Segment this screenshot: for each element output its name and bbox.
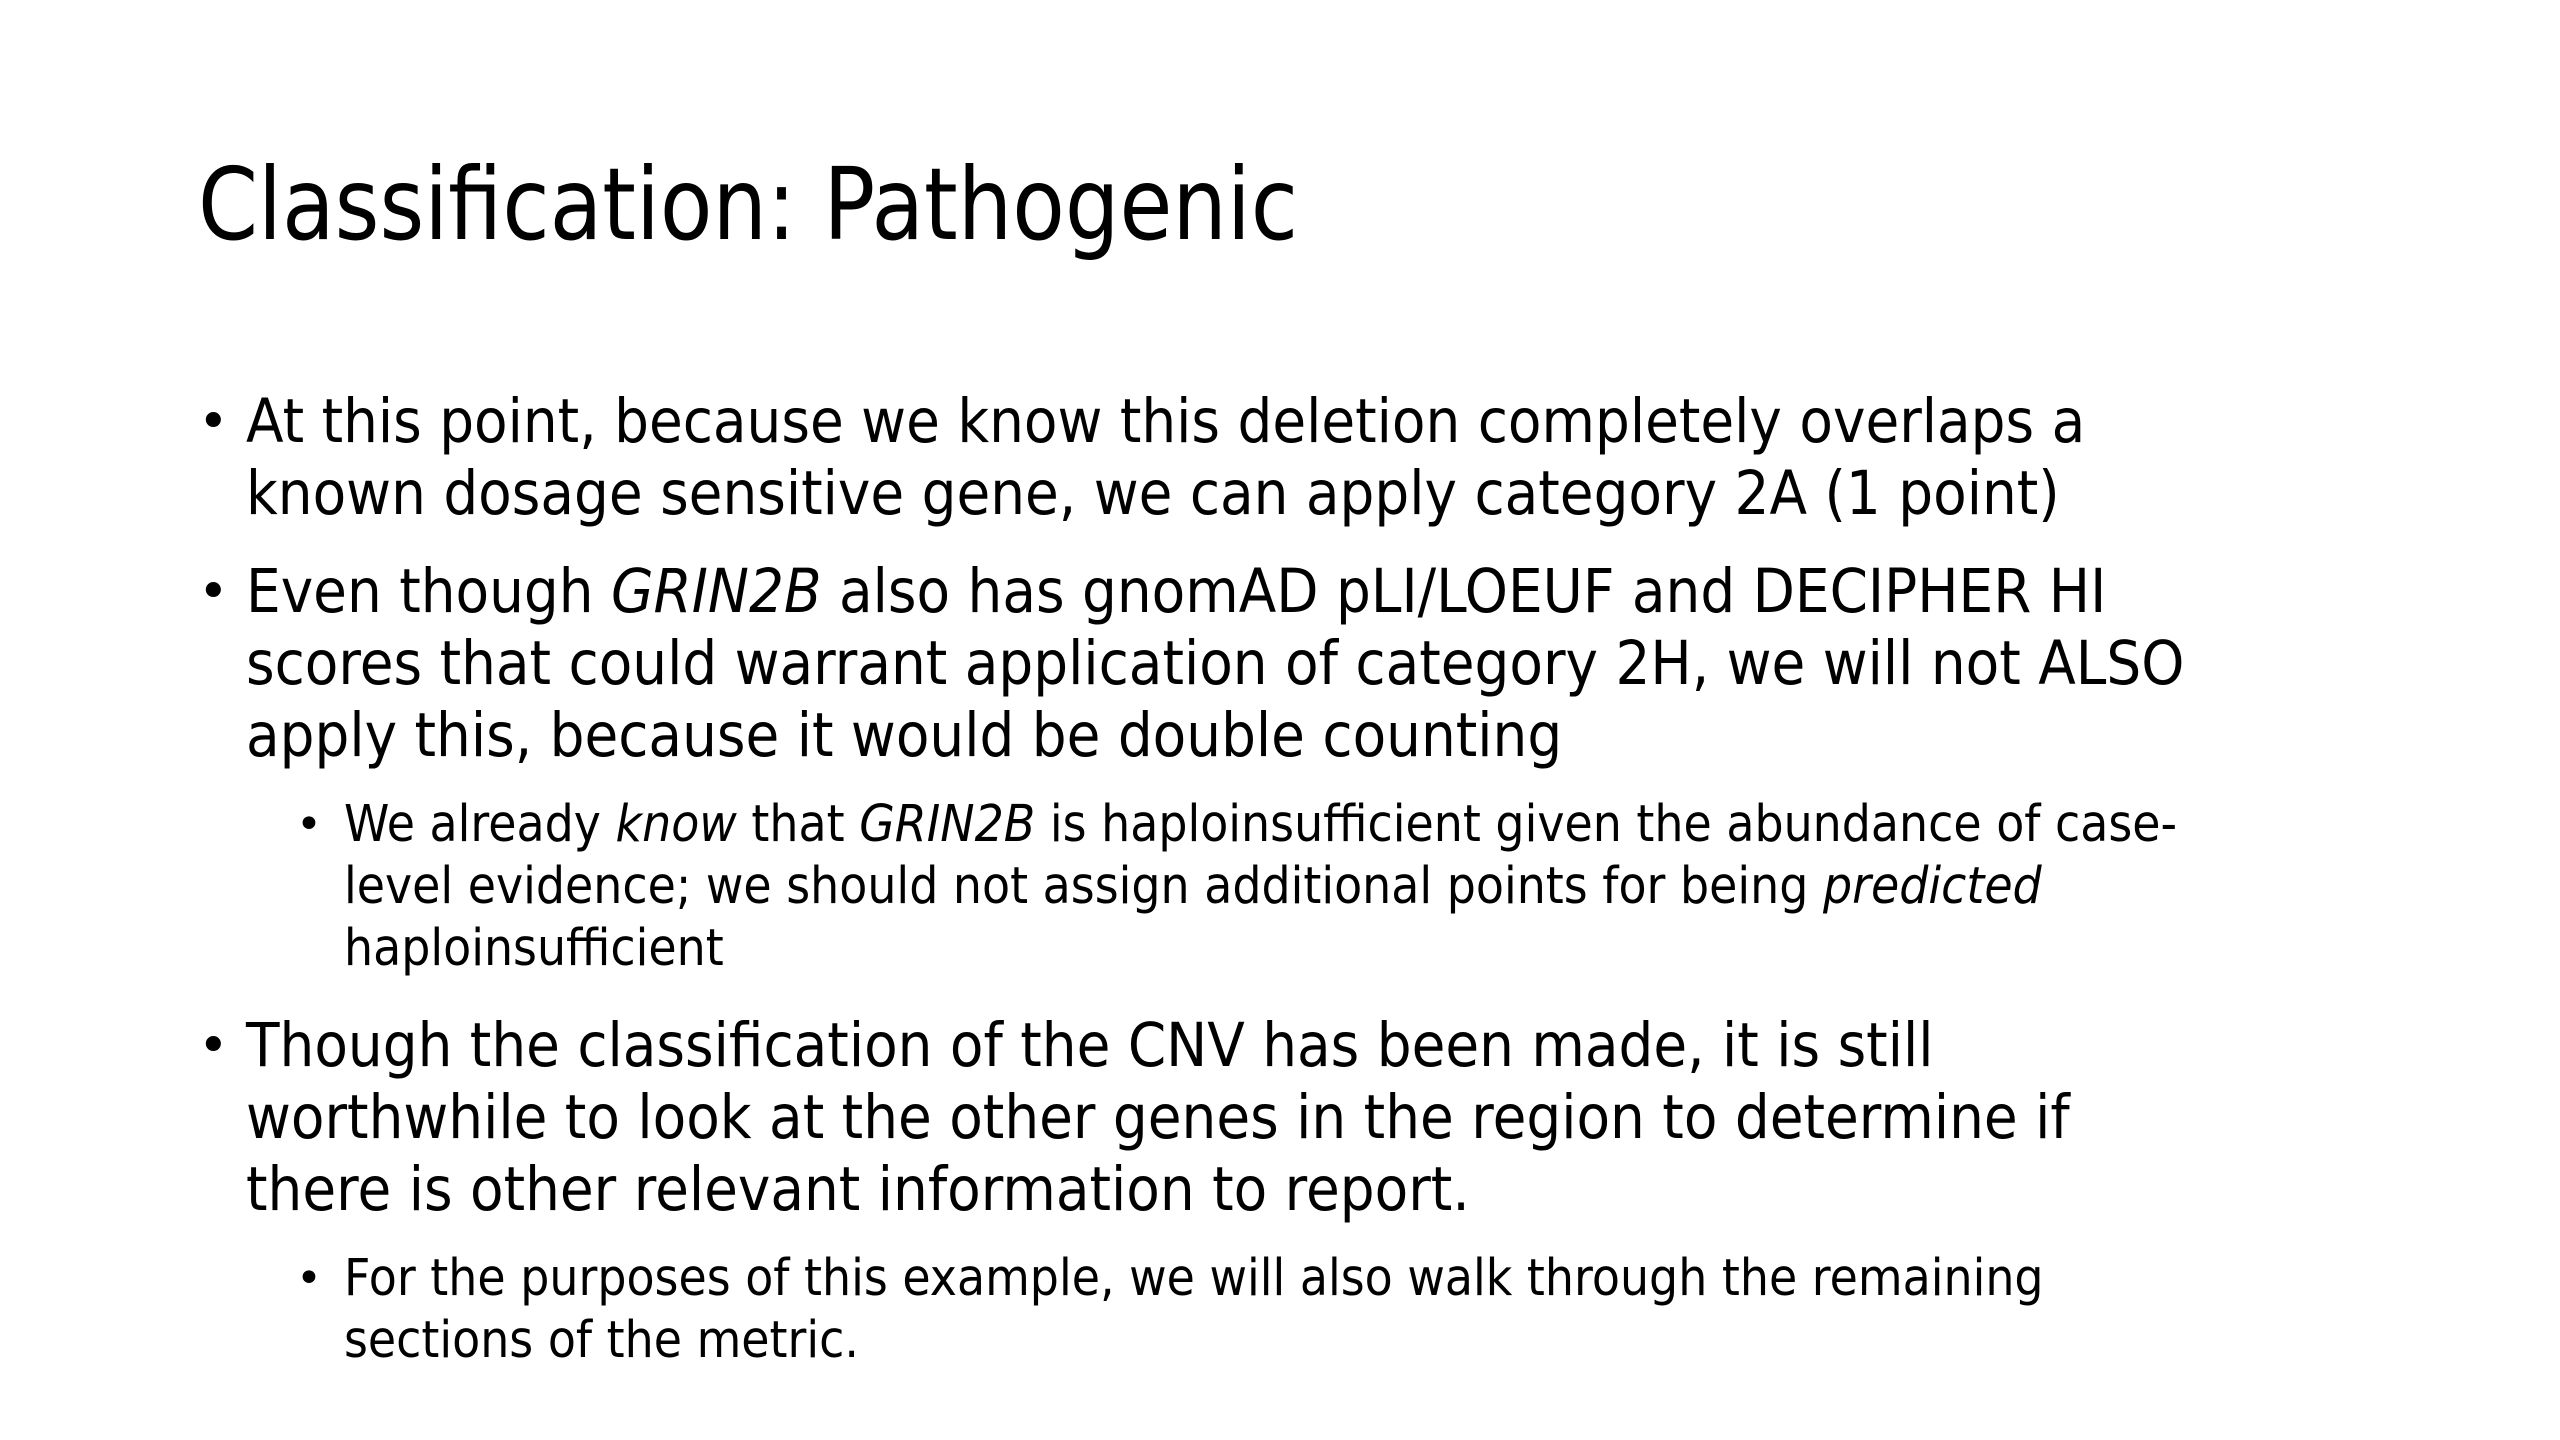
- gene-name: GRIN2B: [611, 556, 822, 627]
- bullet-text-line: [246, 556, 2237, 628]
- emphasis-know: know: [615, 795, 737, 854]
- sub-bullet-text-line: sections of the metric.: [344, 1311, 859, 1370]
- text-run: We already: [344, 795, 616, 854]
- bullet-text-line: apply this, because it would be double counting: [246, 700, 1563, 771]
- bullet-text-line: known dosage sensitive gene, we can apply category 2A (1 point): [246, 458, 2060, 529]
- bullet-item-3: [198, 1010, 2458, 1226]
- text-run: also has gnomAD pLI/LOEUF and DECIPHER HI: [821, 556, 2107, 627]
- bullet-text-line: scores that could warrant application of category 2H, we will not ALSO: [246, 628, 2185, 699]
- text-run: Even though: [246, 556, 612, 627]
- sub-bullet-text-line: [344, 856, 2247, 918]
- bullet-text-line: At this point, because we know this deletion completely overlaps a: [246, 386, 2086, 457]
- sub-bullet-text-line: For the purposes of this example, we will also walk through the remaining: [344, 1249, 2044, 1308]
- sub-bullet-item-1: [296, 794, 2458, 980]
- text-run: is haploinsufficient given the abundance of case-: [1035, 795, 2178, 854]
- bullet-icon: •: [198, 1016, 229, 1076]
- sub-bullet-icon: •: [296, 1253, 322, 1304]
- sub-bullet-text-line: haploinsufficient: [344, 919, 724, 978]
- gene-name: GRIN2B: [859, 795, 1036, 854]
- emphasis-predicted: predicted: [1822, 857, 2042, 916]
- bullet-text-line: there is other relevant information to report.: [246, 1154, 1470, 1225]
- slide-body: [198, 386, 2458, 1372]
- sub-bullet-icon: •: [296, 799, 322, 850]
- text-run: that: [736, 795, 860, 854]
- bullet-text-line: worthwhile to look at the other genes in the region to determine if: [246, 1082, 2070, 1153]
- sub-bullet-item-2: [296, 1248, 2458, 1372]
- bullet-item-1: [198, 386, 2458, 530]
- bullet-item-2: [198, 556, 2458, 772]
- slide-title: Classification: Pathogenic: [198, 146, 1299, 263]
- bullet-text-line: Though the classification of the CNV has been made, it is still: [246, 1010, 1934, 1081]
- bullet-icon: •: [198, 562, 229, 622]
- sub-bullet-text-line: [344, 794, 2247, 856]
- bullet-icon: •: [198, 392, 229, 452]
- text-run: level evidence; we should not assign additional points for being: [344, 857, 1823, 916]
